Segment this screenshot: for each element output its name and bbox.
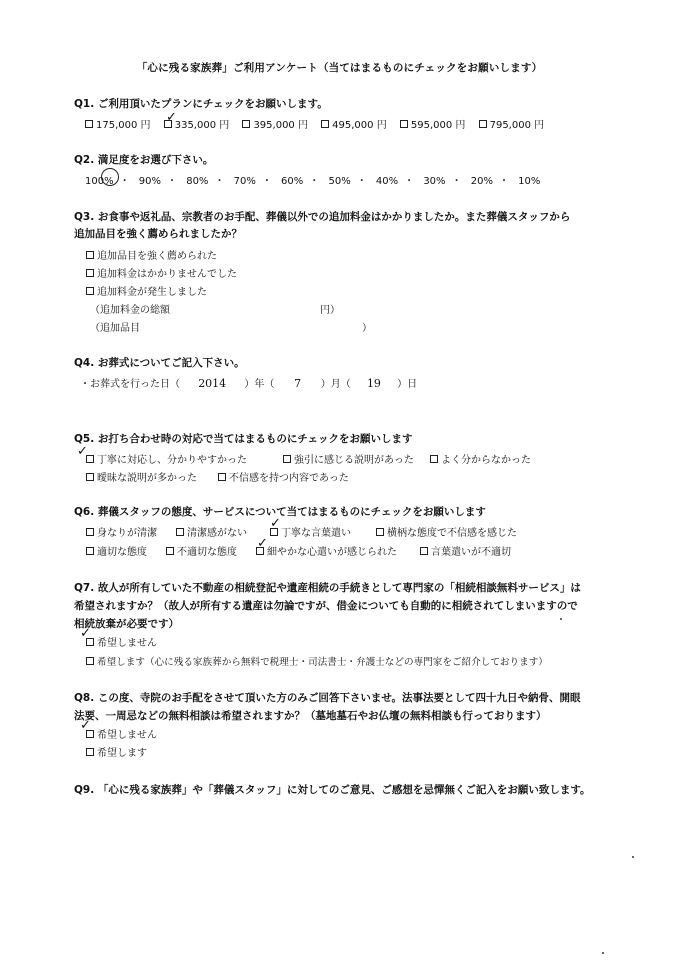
q2-option-30[interactable]: 30% (423, 176, 446, 187)
q2-option-100[interactable]: 100% (85, 176, 114, 187)
checkbox[interactable] (218, 473, 226, 481)
separator: ・ (356, 176, 367, 187)
q5-question: Q5. お打ち合わせ時の対応で当てはまるものにチェックをお願いします (74, 433, 413, 445)
q4-month-value[interactable]: 7 (294, 377, 302, 390)
q7-question-line2: 希望されますか？（故人が所有する遺産は勿論ですが、借金についても自動的に相続されてしまいますので (74, 600, 578, 612)
q1-option-795000[interactable]: 795,000 円 (479, 116, 545, 131)
checkbox[interactable] (86, 287, 94, 295)
q2-option-80[interactable]: 80% (186, 176, 209, 187)
checkbox[interactable] (86, 748, 94, 756)
q5-option-distrust[interactable]: 不信感を持つ内容であった (218, 469, 349, 484)
scan-speck (560, 618, 562, 620)
checkbox[interactable] (242, 120, 250, 128)
q1-option-175000[interactable]: 175,000 円 (85, 116, 151, 131)
checkbox[interactable] (479, 120, 487, 128)
q1-option-595000[interactable]: 595,000 円 (400, 116, 466, 131)
checkbox[interactable] (283, 455, 291, 463)
q2-question: Q2. 満足度をお選び下さい。 (74, 154, 214, 166)
checkbox[interactable] (430, 455, 438, 463)
handwritten-check-mark: ✓ (80, 626, 91, 641)
q3-option-recommended[interactable]: 追加品目を強く薦められた (86, 247, 217, 262)
checkbox[interactable] (85, 120, 93, 128)
q4-day-value[interactable]: 19 (366, 377, 381, 390)
q7-question-line3: 相続放棄が必要です） (74, 618, 179, 630)
q5-option-pushy[interactable]: 強引に感じる説明があった (283, 451, 414, 466)
q9-question: Q9. 「心に残る家族葬」や「葬儀スタッフ」に対してのご意見、ご感想を忌憚無くご記入をお願い致します。 (74, 784, 591, 796)
q6-option-attentive[interactable]: 細やかな心遣いが感じられた (256, 543, 397, 558)
q6-question: Q6. 葬儀スタッフの態度、サービスについて当てはまるものにチェックをお願いします (74, 506, 486, 518)
q8-question-line2: 法要、一周忌などの無料相談は希望されますか？（墓地墓石やお仏壇の無料相談も行っております） (74, 710, 547, 722)
q3-option-extra[interactable]: 追加料金が発生しました (86, 283, 207, 298)
q3-question-line1: Q3. お食事や返礼品、宗教者のお手配、葬儀以外での追加料金はかかりましたか。また葬儀スタッフから (74, 211, 571, 223)
handwritten-circle-mark (101, 168, 119, 186)
scan-speck (602, 952, 604, 954)
q5-option-vague[interactable]: 曖昧な説明が多かった (86, 469, 197, 484)
separator: ・ (214, 176, 225, 187)
q3-option-no-extra[interactable]: 追加料金はかかりませんでした (86, 265, 237, 280)
q6-option-appropriate[interactable]: 適切な態度 (86, 543, 147, 558)
q2-option-40[interactable]: 40% (375, 176, 399, 187)
separator: ・ (167, 176, 178, 187)
q2-options (85, 172, 546, 187)
checkbox[interactable] (86, 528, 94, 536)
checkbox[interactable] (166, 547, 174, 555)
separator: ・ (261, 176, 272, 187)
checkbox[interactable] (86, 251, 94, 259)
checkbox[interactable] (86, 269, 94, 277)
q4-year-value[interactable]: 2014 (198, 377, 227, 390)
q7-option-yes[interactable]: 希望します（心に残る家族葬から無料で税理士・司法書士・弁護士などの専門家をご紹介しております） (86, 654, 548, 668)
separator: ・ (119, 176, 130, 187)
handwritten-check-mark: ✓ (257, 536, 268, 551)
q5-option-polite[interactable]: 丁寧に対応し、分かりやすかった (86, 451, 247, 466)
survey-title: 「心に残る家族葬」ご利用アンケート（当てはまるものにチェックをお願いします） (136, 62, 543, 74)
q2-option-10[interactable]: 10% (518, 176, 541, 187)
q8-question-line1: Q8. この度、寺院のお手配をさせて頂いた方のみご回答下さいませ。法事法要として四十九日や納骨、開眼 (74, 692, 581, 704)
handwritten-check-mark: ✓ (80, 718, 91, 733)
q3-items-label: （追加品目 (90, 323, 140, 334)
q8-option-no[interactable]: 希望しません (86, 726, 157, 741)
q6-option-polite-speech[interactable]: 丁寧な言葉遣い (270, 524, 351, 539)
checkbox[interactable] (420, 547, 428, 555)
handwritten-check-mark: ✓ (270, 516, 281, 531)
handwritten-check-mark: ✓ (77, 444, 88, 459)
q2-option-90[interactable]: 90% (138, 176, 162, 187)
separator: ・ (309, 176, 320, 187)
checkbox[interactable] (376, 528, 384, 536)
checkbox[interactable] (86, 657, 94, 665)
q2-option-60[interactable]: 60% (281, 176, 304, 187)
checkbox[interactable] (400, 120, 408, 128)
q7-option-no[interactable]: 希望しません (86, 634, 157, 649)
q4-month-unit: ）月（ (320, 379, 351, 390)
q1-question: Q1. ご利用頂いたプランにチェックをお願いします。 (74, 98, 328, 110)
checkbox[interactable] (86, 473, 94, 481)
q4-date-row (80, 375, 417, 390)
separator: ・ (498, 176, 509, 187)
separator: ・ (404, 176, 415, 187)
q4-question: Q4. お葬式についてご記入下さい。 (74, 357, 245, 369)
q5-option-unclear[interactable]: よく分からなかった (430, 451, 531, 466)
q2-option-50[interactable]: 50% (328, 176, 351, 187)
q6-option-unclean[interactable]: 清潔感がない (176, 524, 247, 539)
q1-option-335000[interactable]: 335,000 円 (164, 116, 230, 131)
q6-option-bad-speech[interactable]: 言葉遣いが不適切 (420, 543, 511, 558)
q6-option-inappropriate[interactable]: 不適切な態度 (166, 543, 237, 558)
q6-option-arrogant[interactable]: 横柄な態度で不信感を感じた (376, 524, 517, 539)
q3-question-line2: 追加品目を強く薦められましたか？ (74, 228, 242, 240)
q3-items-close: ） (362, 323, 372, 334)
q8-option-yes[interactable]: 希望します (86, 744, 147, 759)
q4-day-unit: ）日 (397, 379, 418, 390)
checkbox[interactable] (176, 528, 184, 536)
handwritten-check-mark: ✓ (166, 110, 177, 125)
q4-date-label: ・お葬式を行った日（ (80, 379, 180, 390)
q3-total-unit: 円） (320, 305, 340, 316)
q1-options (85, 116, 554, 131)
scan-speck (632, 856, 634, 858)
checkbox[interactable] (321, 120, 329, 128)
q9-comment-area[interactable] (74, 800, 614, 940)
q6-option-clean[interactable]: 身なりが清潔 (86, 524, 157, 539)
q7-question-line1: Q7. 故人が所有していた不動産の相続登記や遺産相続の手続きとして専門家の「相続相談無料サービス」は (74, 582, 581, 594)
q2-option-20[interactable]: 20% (470, 176, 493, 187)
q4-year-unit: ）年（ (244, 379, 275, 390)
q1-option-495000[interactable]: 495,000 円 (321, 116, 387, 131)
checkbox[interactable] (86, 547, 94, 555)
q1-option-395000[interactable]: 395,000 円 (242, 116, 308, 131)
q2-option-70[interactable]: 70% (233, 176, 256, 187)
separator: ・ (451, 176, 462, 187)
q3-total-label: （追加料金の総額 (90, 305, 170, 316)
